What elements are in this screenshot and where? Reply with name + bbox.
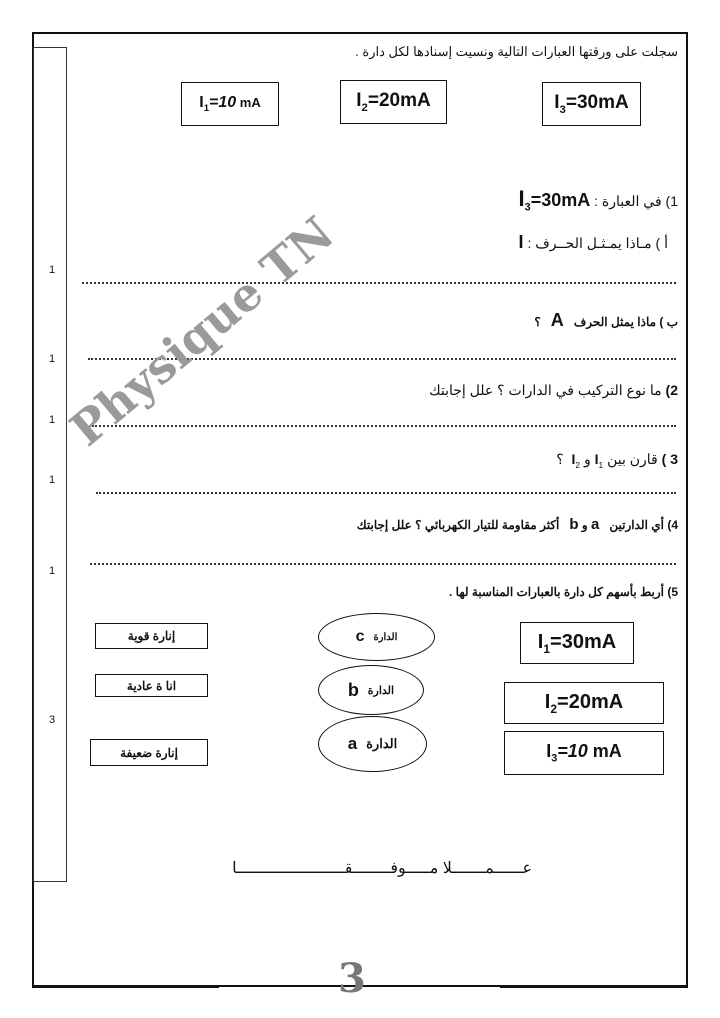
current-box-right-i2: $I_2=20mA$ bbox=[504, 682, 664, 724]
answer-line-q3[interactable] bbox=[96, 492, 676, 494]
q1b-question: ب ) ماذا يمثل الحرف A ؟ bbox=[534, 310, 678, 330]
current-box-i2: $I_2=20mA$ bbox=[340, 80, 447, 124]
label-strong-lighting: إنارة قوية bbox=[95, 623, 208, 649]
q4-question: 4) أي الدارتين a و b أكثر مقاومة للتيار الكهربائي ؟ علل إجابتك bbox=[356, 516, 678, 533]
label-normal-lighting: انا ة عادية bbox=[95, 674, 208, 697]
circuit-b-oval[interactable]: الدارة b bbox=[318, 665, 424, 715]
instruction-text: سجلت على ورقتها العبارات التالية ونسيت إسنادها لكل دارة . bbox=[355, 44, 678, 59]
watermark-text: Physique TN bbox=[60, 205, 344, 457]
answer-line-q4[interactable] bbox=[90, 563, 676, 565]
answer-line-q1a[interactable] bbox=[82, 282, 676, 284]
current-box-i3: $I_3=30mA$ bbox=[542, 82, 641, 126]
current-box-right-i1: $I_1=30mA$ bbox=[520, 622, 634, 664]
circuit-c-oval[interactable]: الدارة c bbox=[318, 613, 435, 661]
mark-q3: 1 bbox=[48, 474, 56, 486]
q5-question: 5) أربط بأسهم كل دارة بالعبارات المناسبة لها . bbox=[449, 585, 678, 599]
q2-question: 2) ما نوع التركيب في الدارات ؟ علل إجابتك bbox=[429, 382, 678, 398]
closing-wish: عــــــمـــــــلا مـــــوفــــــــقـــــــــــــــــــــــا bbox=[232, 860, 532, 877]
label-weak-lighting: إنارة ضعيفة bbox=[90, 739, 208, 766]
bottom-rule-left bbox=[32, 985, 219, 988]
q3-question: 3 ) قارن بين $I_1$ و $I_2$ ؟ bbox=[556, 451, 678, 470]
current-box-i1: $I_1=10$ mA bbox=[181, 82, 279, 126]
current-box-right-i3: $I_3=10$ mA bbox=[504, 731, 664, 775]
circuit-a-oval[interactable]: الدارة a bbox=[318, 716, 427, 772]
bottom-rule-right bbox=[500, 985, 688, 988]
q1a-question: أ ) مـاذا يمـثـل الحــرف : I bbox=[518, 232, 668, 252]
page-frame bbox=[32, 32, 688, 987]
mark-q4: 1 bbox=[48, 565, 56, 577]
mark-q5: 3 bbox=[48, 714, 56, 726]
answer-line-q2[interactable] bbox=[92, 425, 676, 427]
grading-margin bbox=[33, 47, 67, 882]
mark-q2: 1 bbox=[48, 414, 56, 426]
page-number: 3 bbox=[338, 955, 366, 1002]
q1-label: 1) في العبارة : $I_3=30mA$ bbox=[518, 186, 678, 214]
mark-q1a: 1 bbox=[48, 264, 56, 276]
mark-q1b: 1 bbox=[48, 353, 56, 365]
